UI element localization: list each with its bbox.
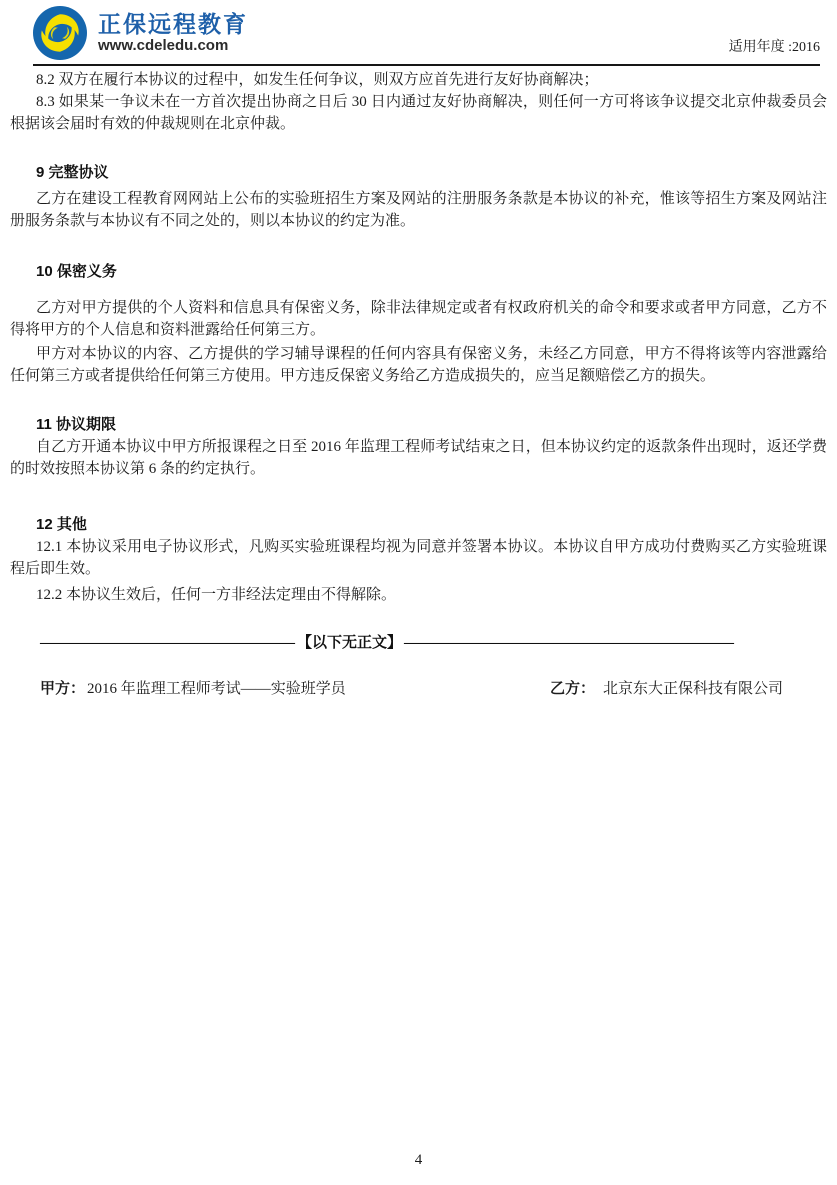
divider-dashes-left: —————————————————: [40, 635, 295, 651]
brand-url: www.cdeledu.com: [98, 37, 229, 54]
page-header: [0, 0, 837, 61]
clause-12-1: 12.1 本协议采用电子协议形式，凡购买实验班课程均视为同意并签署本协议。本协议自甲方成功付费购买乙方实验班课程后即生效。: [10, 539, 827, 577]
divider-label: 【以下无正文】: [297, 635, 403, 651]
cdel-logo-icon: [33, 6, 87, 60]
clause-8-2: 8.2 双方在履行本协议的过程中，如发生任何争议，则双方应首先进行友好协商解决；: [36, 72, 599, 88]
party-b-signature: [550, 678, 783, 700]
brand-block: [98, 11, 248, 55]
brand-name: 正保远程教育: [98, 11, 248, 37]
divider-dashes-right: ——————————————————————: [404, 635, 735, 651]
no-more-text-divider: [10, 632, 827, 654]
section-9-heading: 9 完整协议: [36, 164, 109, 181]
document-body: [0, 66, 837, 700]
clause-12-2: 12.2 本协议生效后，任何一方非经法定理由不得解除。: [36, 587, 397, 603]
section-11-heading: 11 协议期限: [36, 416, 117, 433]
party-a-value: 2016 年监理工程师考试——实验班学员: [87, 681, 346, 697]
section-11-paragraph: 自乙方开通本协议中甲方所报课程之日至 2016 年监理工程师考试结束之日，但本协议约定的返款条件出现时，返还学费的时效按照本协议第 6 条的约定执行。: [10, 439, 827, 477]
section-10-heading: 10 保密义务: [36, 263, 117, 280]
section-10-paragraph-1: 乙方对甲方提供的个人资料和信息具有保密义务，除非法律规定或者有权政府机关的命令和要求或者甲方同意，乙方不得将甲方的个人信息和资料泄露给任何第三方。: [10, 300, 827, 338]
section-9-paragraph: 乙方在建设工程教育网网站上公布的实验班招生方案及网站的注册服务条款是本协议的补充，惟该等招生方案及网站注册服务条款与本协议有不同之处的，则以本协议的约定为准。: [10, 191, 827, 229]
section-10-paragraph-2: 甲方对本协议的内容、乙方提供的学习辅导课程的任何内容具有保密义务，未经乙方同意，甲方不得将该等内容泄露给任何第三方或者提供给任何第三方使用。甲方违反保密义务给乙方造成损失的，应当足额赔偿乙方的损失。: [10, 346, 827, 384]
party-a-signature: [40, 678, 346, 700]
signature-row: [10, 678, 827, 700]
party-a-label: 甲方：: [40, 680, 86, 697]
page-footer: [0, 1149, 837, 1185]
applicable-year-label: 适用年度 :2016: [728, 40, 820, 55]
clause-8-3: 8.3 如果某一争议未在一方首次提出协商之日后 30 日内通过友好协商解决，则任何一方可将该争议提交北京仲裁委员会根据该会届时有效的仲裁规则在北京仲裁。: [10, 94, 827, 132]
header-top: [33, 5, 820, 61]
section-12-heading: 12 其他: [36, 516, 87, 533]
party-b-value: 北京东大正保科技有限公司: [602, 681, 783, 697]
page-number: 4: [414, 1152, 423, 1168]
party-b-label: 乙方：: [549, 680, 595, 697]
